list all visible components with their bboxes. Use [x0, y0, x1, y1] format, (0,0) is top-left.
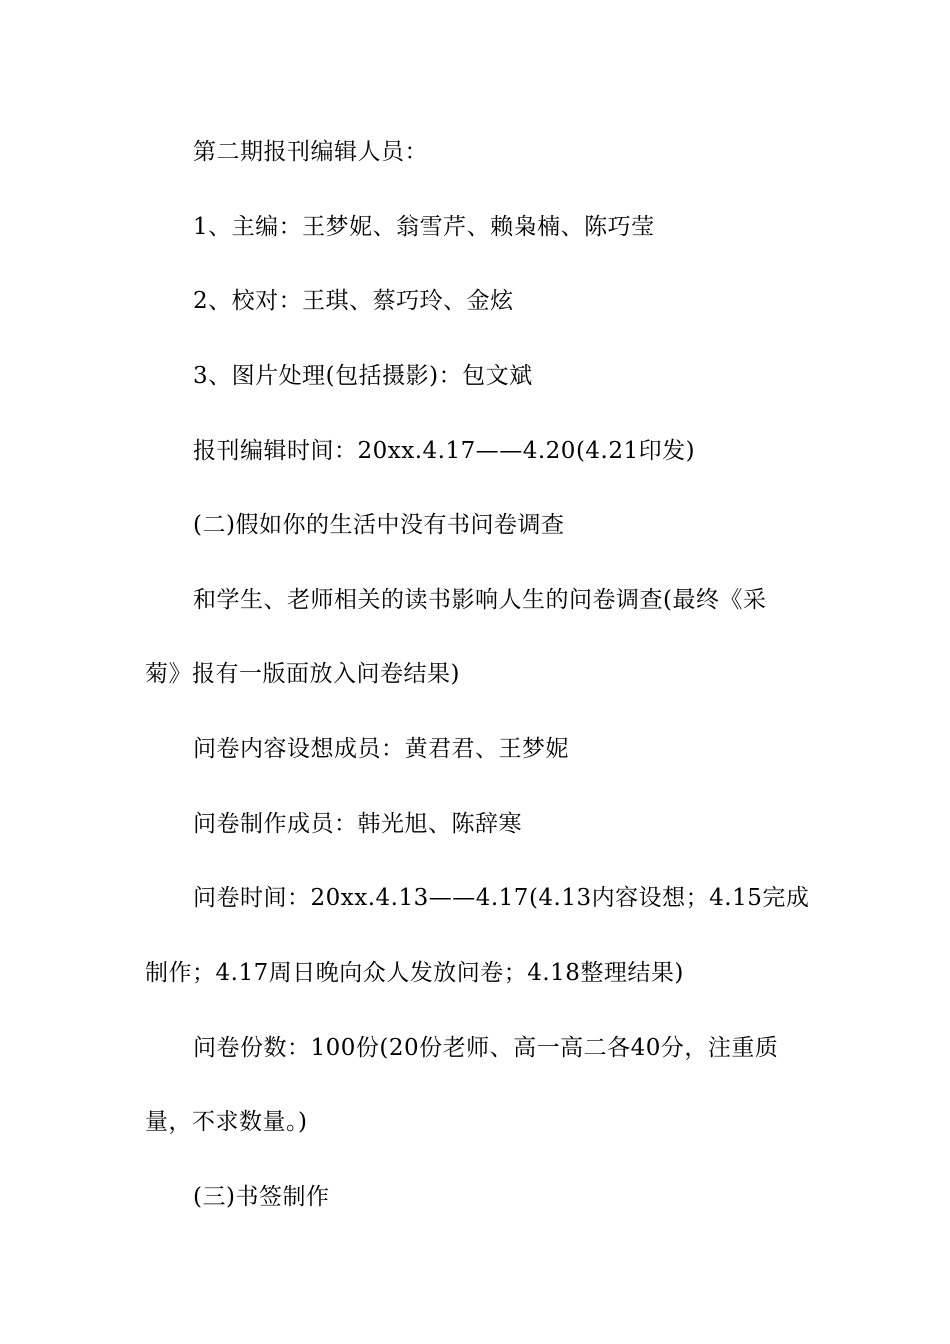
image-processing-list-item: 3、图片处理(包括摄影)：包文斌: [193, 363, 533, 389]
survey-description-line-2: 菊》报有一版面放入问卷结果): [145, 661, 460, 687]
section-heading-editors: 第二期报刊编辑人员：: [193, 139, 428, 165]
survey-time-line-2: 制作；4.17周日晚向众人发放问卷；4.18整理结果): [145, 960, 684, 986]
section-heading-survey: (二)假如你的生活中没有书问卷调查: [193, 512, 565, 538]
survey-description-line-1: 和学生、老师相关的读书影响人生的问卷调查(最终《采: [193, 587, 767, 613]
editor-list-item: 1、主编：王梦妮、翁雪芹、赖枭楠、陈巧莹: [193, 214, 655, 240]
editing-time-paragraph: 报刊编辑时间：20xx.4.17——4.20(4.21印发): [193, 438, 696, 464]
survey-content-members: 问卷内容设想成员：黄君君、王梦妮: [193, 736, 569, 762]
section-heading-bookmark: (三)书签制作: [193, 1184, 330, 1210]
proofreader-list-item: 2、校对：王琪、蔡巧玲、金炫: [193, 288, 514, 314]
survey-time-line-1: 问卷时间：20xx.4.13——4.17(4.13内容设想；4.15完成: [193, 885, 810, 911]
survey-production-members: 问卷制作成员：韩光旭、陈辞寒: [193, 811, 522, 837]
survey-count-line-2: 量，不求数量。): [145, 1109, 308, 1135]
survey-count-line-1: 问卷份数：100份(20份老师、高一高二各40分，注重质: [193, 1035, 779, 1061]
